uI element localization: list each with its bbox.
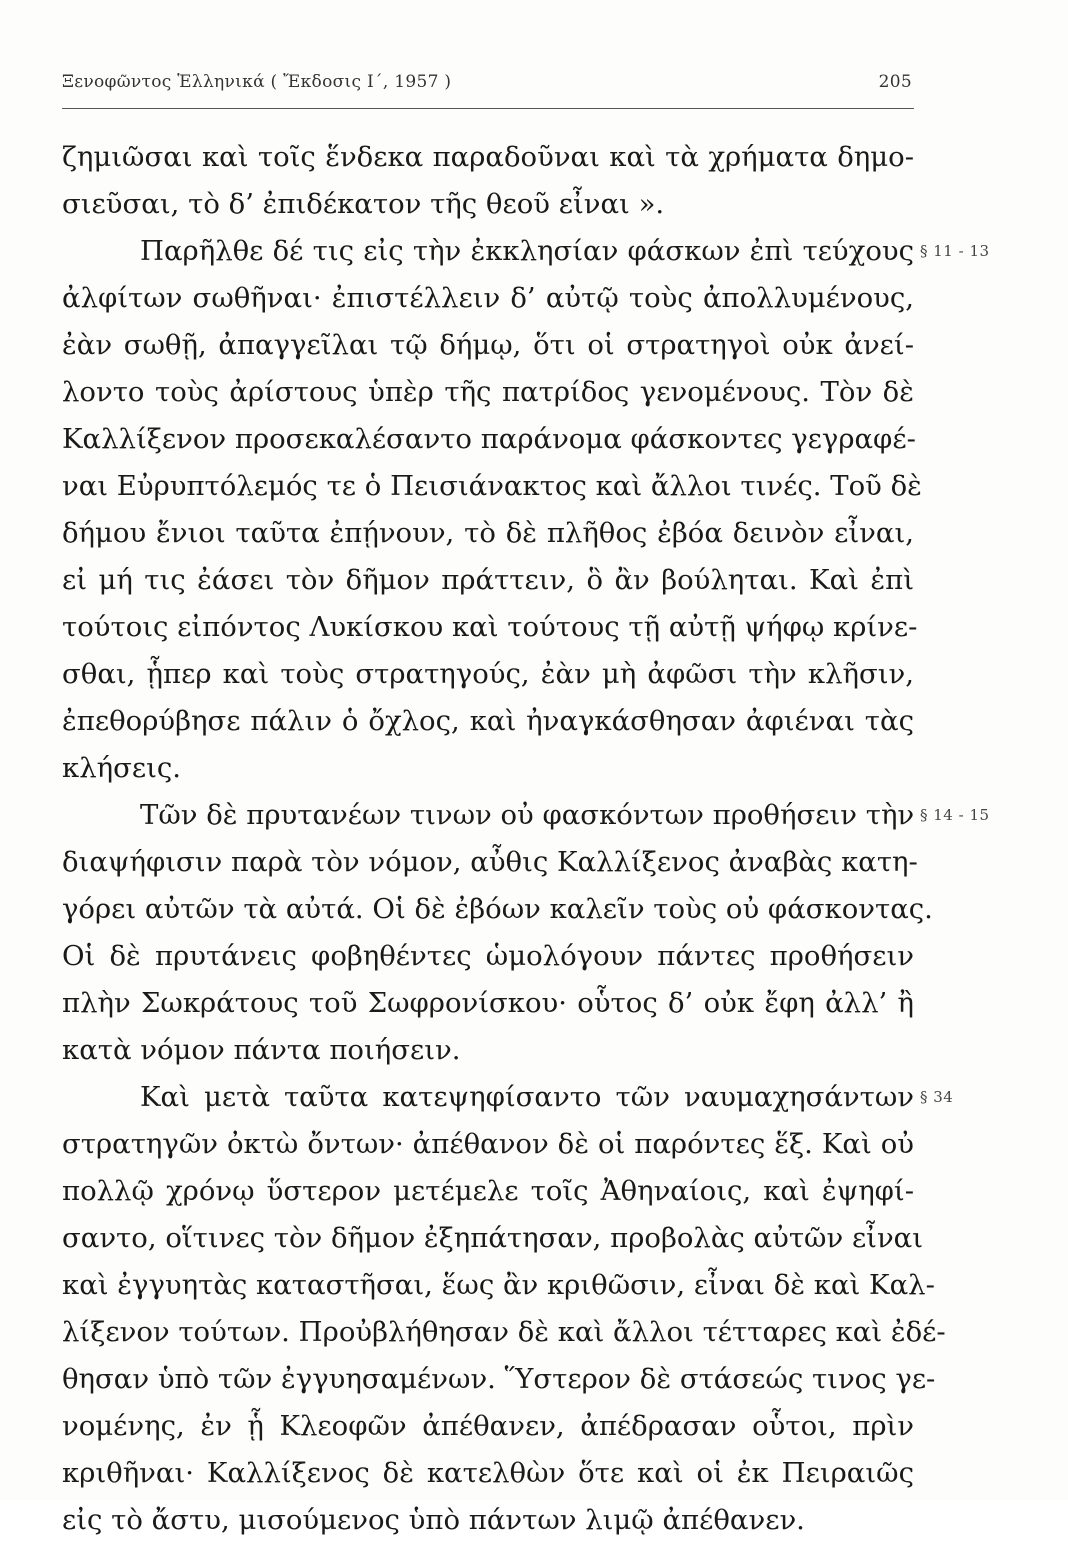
text-line-content: κατὰ νόμον πάντα ποιήσειν. xyxy=(62,1034,461,1066)
text-line: ζημιῶσαι καὶ τοῖς ἕνδεκα παραδοῦναι καὶ τὰ χρήματα δημο- xyxy=(62,141,914,173)
text-line xyxy=(62,1027,914,1074)
text-line: ἐπεθορύβησε πάλιν ὁ ὄχλος, καὶ ἠναγκάσθησαν ἀφιέναι τὰς xyxy=(62,705,914,737)
section-reference: § 14 - 15 xyxy=(920,806,990,824)
text-line: λίξενον τούτων. Προὐβλήθησαν δὲ καὶ ἄλλοι τέτταρες καὶ ἐδέ- xyxy=(62,1316,946,1348)
text-line xyxy=(62,745,914,792)
text-line-content: σιεῦσαι, τὸ δ’ ἐπιδέκατον τῆς θεοῦ εἶναι ». xyxy=(62,188,665,220)
text-line: Οἱ δὲ πρυτάνεις φοβηθέντες ὡμολόγουν πάντες προθήσειν xyxy=(62,940,914,972)
text-line: Καλλίξενον προσεκαλέσαντο παράνομα φάσκοντες γεγραφέ- xyxy=(62,423,916,455)
text-line: δήμου ἔνιοι ταῦτα ἐπῄνουν, τὸ δὲ πλῆθος ἐβόα δεινὸν εἶναι, xyxy=(62,517,914,549)
section-reference: § 34 xyxy=(920,1088,954,1106)
text-line: τούτοις εἰπόντος Λυκίσκου καὶ τούτους τῇ αὐτῇ ψήφῳ κρίνε- xyxy=(62,611,918,643)
text-line xyxy=(62,181,914,228)
text-line-content: κλήσεις. xyxy=(62,752,182,784)
text-line: ἐὰν σωθῇ, ἀπαγγεῖλαι τῷ δήμῳ, ὅτι οἱ στρατηγοὶ οὐκ ἀνεί- xyxy=(62,329,914,361)
text-line: Καὶ μετὰ ταῦτα κατεψηφίσαντο τῶν ναυμαχησάντων § 34 xyxy=(62,1074,914,1121)
text-line xyxy=(62,1497,914,1544)
text-line: πολλῷ χρόνῳ ὕστερον μετέμελε τοῖς Ἀθηναίοις, καὶ ἐψηφί- xyxy=(62,1175,914,1207)
text-line: ἀλφίτων σωθῆναι· ἐπιστέλλειν δ’ αὐτῷ τοὺς ἀπολλυμένους, xyxy=(62,282,914,314)
text-line: διαψήφισιν παρὰ τὸν νόμον, αὖθις Καλλίξενος ἀναβὰς κατη- xyxy=(62,846,918,878)
text-line: Τῶν δὲ πρυτανέων τινων οὐ φασκόντων προθήσειν τὴν § 14 - 15 xyxy=(62,792,914,839)
text-line: νομένης, ἐν ᾗ Κλεοφῶν ἀπέθανεν, ἀπέδρασαν οὗτοι, πρὶν xyxy=(62,1410,914,1442)
text-line: στρατηγῶν ὀκτὼ ὄντων· ἀπέθανον δὲ οἱ παρόντες ἕξ. Καὶ οὐ xyxy=(62,1128,914,1160)
text-line: καὶ ἐγγυητὰς καταστῆσαι, ἕως ἂν κριθῶσιν, εἶναι δὲ καὶ Καλ- xyxy=(62,1269,935,1301)
page-number: 205 xyxy=(878,72,912,92)
section-reference: § 11 - 13 xyxy=(920,242,990,260)
body-text xyxy=(62,134,990,1544)
text-line: σθαι, ᾗπερ καὶ τοὺς στρατηγούς, ἐὰν μὴ ἀφῶσι τὴν κλῆσιν, xyxy=(62,658,914,690)
text-line: θησαν ὑπὸ τῶν ἐγγυησαμένων. Ὕστερον δὲ στάσεώς τινος γε- xyxy=(62,1363,936,1395)
text-line: ναι Εὐρυπτόλεμός τε ὁ Πεισιάνακτος καὶ ἄλλοι τινές. Τοῦ δὲ xyxy=(62,470,922,502)
header-rule xyxy=(62,108,914,109)
text-line: πλὴν Σωκράτους τοῦ Σωφρονίσκου· οὗτος δ’ οὐκ ἔφη ἀλλ’ ἢ xyxy=(62,987,914,1019)
text-line: γόρει αὐτῶν τὰ αὐτά. Οἱ δὲ ἐβόων καλεῖν τοὺς οὐ φάσκοντας. xyxy=(62,893,933,925)
running-title: Ξενοφῶντος Ἑλληνικά ( Ἔκδοσις Ι΄, 1957 ) xyxy=(62,72,452,92)
text-line: λοντο τοὺς ἀρίστους ὑπὲρ τῆς πατρίδος γενομένους. Τὸν δὲ xyxy=(62,376,914,408)
text-line: κριθῆναι· Καλλίξενος δὲ κατελθὼν ὅτε καὶ οἱ ἐκ Πειραιῶς xyxy=(62,1457,914,1489)
text-line: εἰ μή τις ἐάσει τὸν δῆμον πράττειν, ὃ ἂν βούληται. Καὶ ἐπὶ xyxy=(62,564,914,596)
text-line-content: εἰς τὸ ἄστυ, μισούμενος ὑπὸ πάντων λιμῷ ἀπέθανεν. xyxy=(62,1504,805,1536)
running-header xyxy=(62,72,912,100)
text-line: σαντο, οἵτινες τὸν δῆμον ἐξηπάτησαν, προβολὰς αὐτῶν εἶναι xyxy=(62,1222,924,1254)
text-line: Παρῆλθε δέ τις εἰς τὴν ἐκκλησίαν φάσκων ἐπὶ τεύχους § 11 - 13 xyxy=(62,228,914,275)
